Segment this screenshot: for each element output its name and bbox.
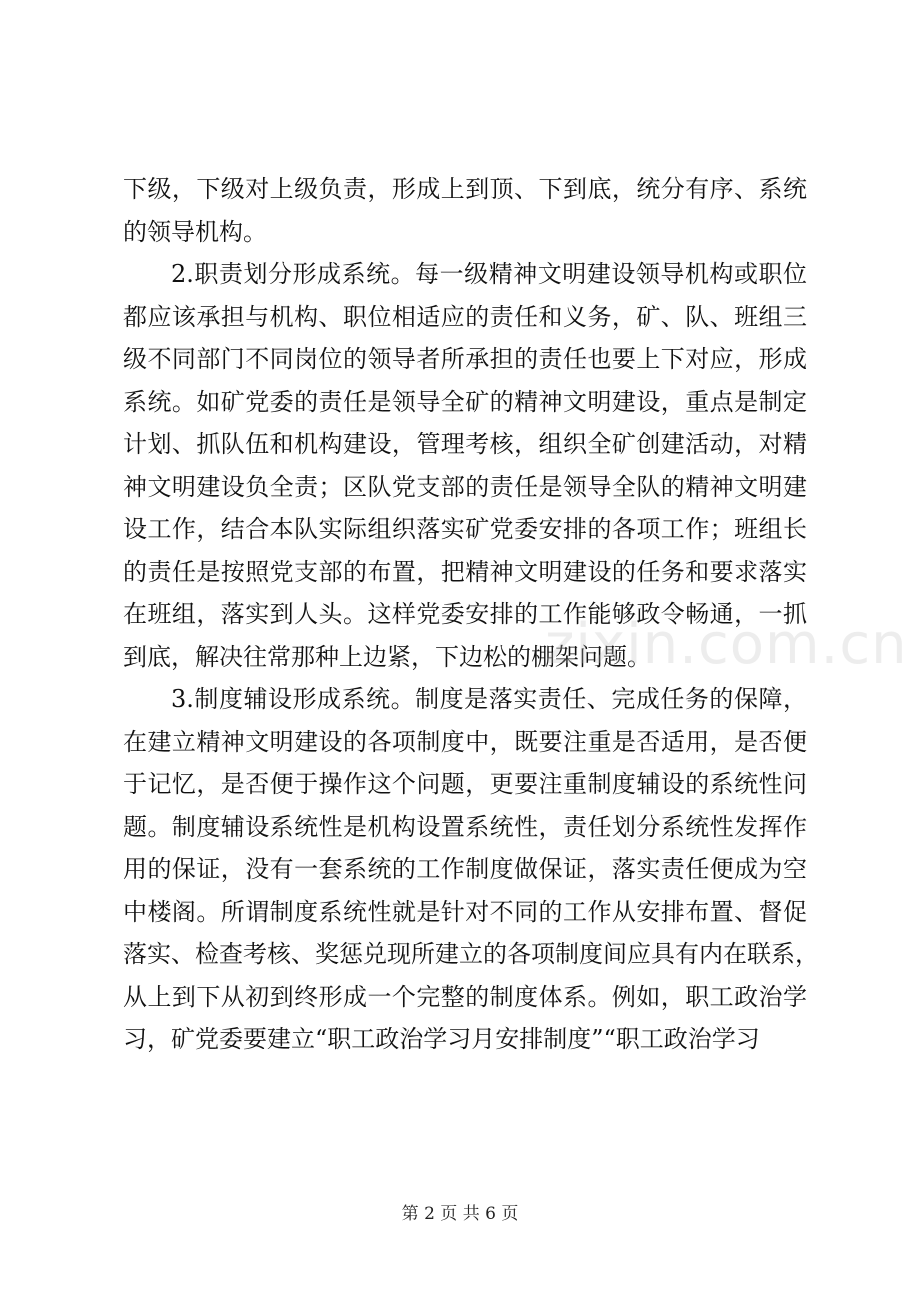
text-line: 计划、抓队伍和机构建设，管理考核，组织全矿创建活动，对精: [123, 430, 807, 458]
text-line: 用的保证，没有一套系统的工作制度做保证，落实责任便成为空: [123, 855, 807, 883]
text-line: 到底，解决往常那种上边紧，下边松的棚架问题。: [123, 642, 651, 671]
text-line: 神文明建设负全责；区队党支部的责任是领导全队的精神文明建: [123, 472, 807, 501]
text-line: 在建立精神文明建设的各项制度中，既要注重是否适用，是否便: [123, 727, 807, 756]
watermark: zixin.com.cn: [545, 612, 908, 677]
text-line: 题。制度辅设系统性是机构设置系统性，责任划分系统性发挥作: [123, 812, 807, 841]
text-line: 设工作，结合本队实际组织落实矿党委安排的各项工作；班组长: [123, 515, 807, 543]
text-line: 系统。如矿党委的责任是领导全矿的精神文明建设，重点是制定: [123, 387, 807, 416]
text-line: 中楼阁。所谓制度系统性就是针对不同的工作从安排布置、督促: [123, 897, 807, 926]
page-footer: 第 2 页 共 6 页: [401, 1204, 519, 1224]
text-line: 下级，下级对上级负责，形成上到顶、下到底，统分有序、系统: [123, 175, 807, 203]
text-line: 级不同部门不同岗位的领导者所承担的责任也要上下对应，形成: [123, 345, 807, 373]
text-line: 在班组，落实到人头。这样党委安排的工作能够政令畅通，一抓: [123, 600, 807, 628]
text-line: 习，矿党委要建立“职工政治学习月安排制度”“职工政治学习: [123, 1025, 760, 1053]
text-line: 的领导机构。: [123, 217, 267, 246]
text-line: 落实、检查考核、奖惩兑现所建立的各项制度间应具有内在联系，: [123, 940, 819, 968]
text-line: 2.职责划分形成系统。每一级精神文明建设领导机构或职位: [171, 260, 807, 288]
text-line: 都应该承担与机构、职位相适应的责任和义务，矿、队、班组三: [123, 302, 807, 331]
text-line: 于记忆，是否便于操作这个问题，更要注重制度辅设的系统性问: [123, 770, 807, 798]
text-line: 3.制度辅设形成系统。制度是落实责任、完成任务的保障，: [171, 685, 807, 713]
text-line: 从上到下从初到终形成一个完整的制度体系。例如，职工政治学: [123, 982, 807, 1011]
text-line: 的责任是按照党支部的布置，把精神文明建设的任务和要求落实: [123, 557, 807, 586]
